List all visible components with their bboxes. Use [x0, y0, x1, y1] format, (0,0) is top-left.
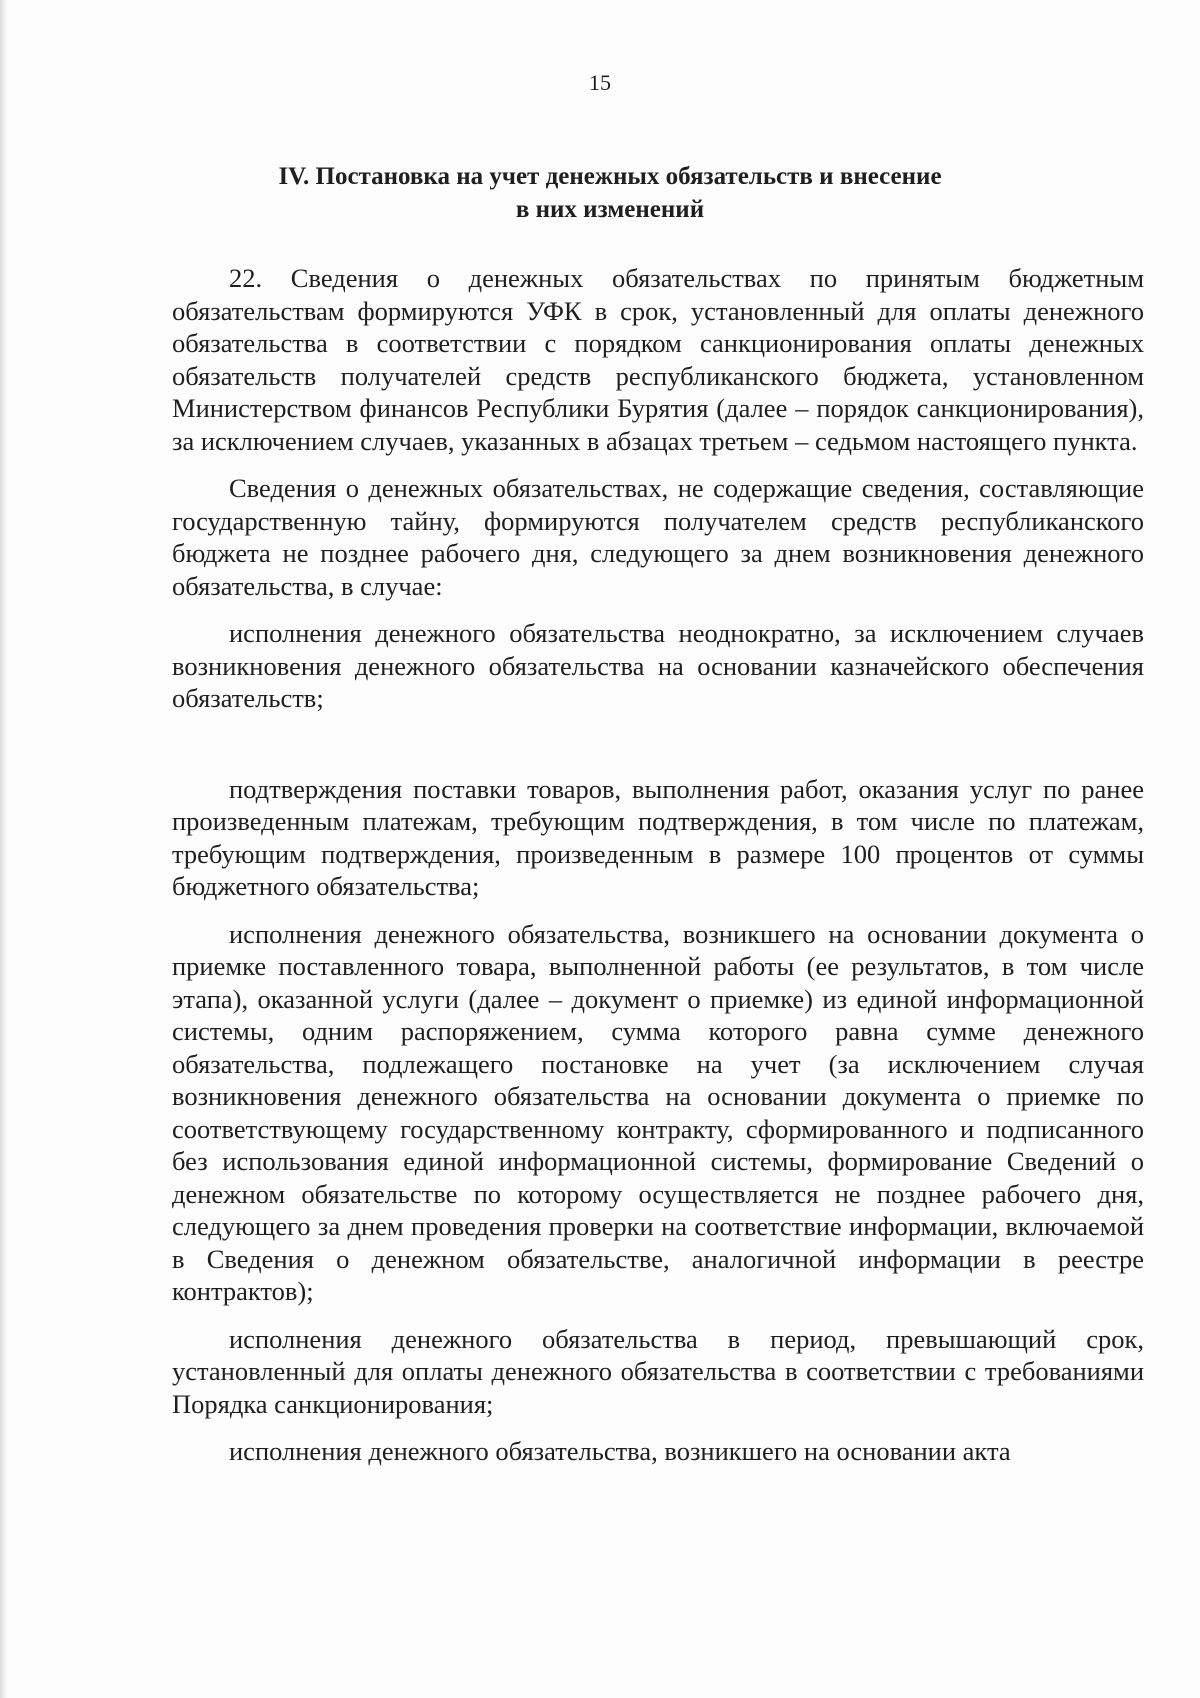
- paragraph-22: 22. Сведения о денежных обязательствах по принятым бюджетным обязательствам формируются УФК в срок, установленный для оплаты денежного обязательства в соответствии с порядком санкционирования оплаты денежных обязательств получателей средств республиканского бюджета, установленном Министерством финансов Республики Бурятия (далее – порядок санкционирования), за исключением случаев, указанных в абзацах третьем – седьмом настоящего пункта.: [172, 263, 1144, 456]
- section-title: [170, 160, 1050, 226]
- scan-edge-shadow: [0, 0, 8, 1698]
- paragraph-extended-period: исполнения денежного обязательства в период, превышающий срок, установленный для оплаты денежного обязательства в соответствии с требованиями Порядка санкционирования;: [172, 1323, 1144, 1419]
- section-title-line-1: IV. Постановка на учет денежных обязательств и внесение: [278, 163, 942, 190]
- paragraph-act-basis: исполнения денежного обязательства, возникшего на основании акта: [229, 1436, 1011, 1466]
- body-text: [172, 262, 1144, 1468]
- paragraph-delivery-confirmation: подтверждения поставки товаров, выполнения работ, оказания услуг по ранее произведенным платежам, требующим подтверждения, в том числе по платежам, требующим подтверждения, произведенным в размере 100 процентов от суммы бюджетного обязательства;: [172, 773, 1144, 901]
- paragraph-obligations-intro: Сведения о денежных обязательствах, не содержащие сведения, составляющие государственную тайну, формируются получателем средств республиканского бюджета не позднее рабочего дня, следующего за днем возникновения денежного обязательства, в случае:: [172, 473, 1144, 601]
- paragraph-acceptance-document: исполнения денежного обязательства, возникшего на основании документа о приемке поставленного товара, выполненной работы (ее результатов, в том числе этапа), оказанной услуги (далее – документ о приемке) из единой информационной системы, одним распоряжением, сумма которого равна сумме денежного обязательства, подлежащего постановке на учет (за исключением случая возникновения денежного обязательства на основании документа о приемке по соответствующему государственному контракту, сформированного и подписанного без использования единой информационной системы, формирование Сведений о денежном обязательстве по которому осуществляется не позднее рабочего дня, следующего за днем проведения проверки на соответствие информации, включаемой в Сведения о денежном обязательстве, аналогичной информации в реестре контрактов);: [172, 918, 1144, 1306]
- section-title-line-2: в них изменений: [515, 196, 705, 223]
- page-number: 15: [589, 70, 611, 95]
- paragraph-repeated-execution: исполнения денежного обязательства неоднократно, за исключением случаев возникновения денежного обязательства на основании казначейского обеспечения обязательств;: [172, 618, 1144, 713]
